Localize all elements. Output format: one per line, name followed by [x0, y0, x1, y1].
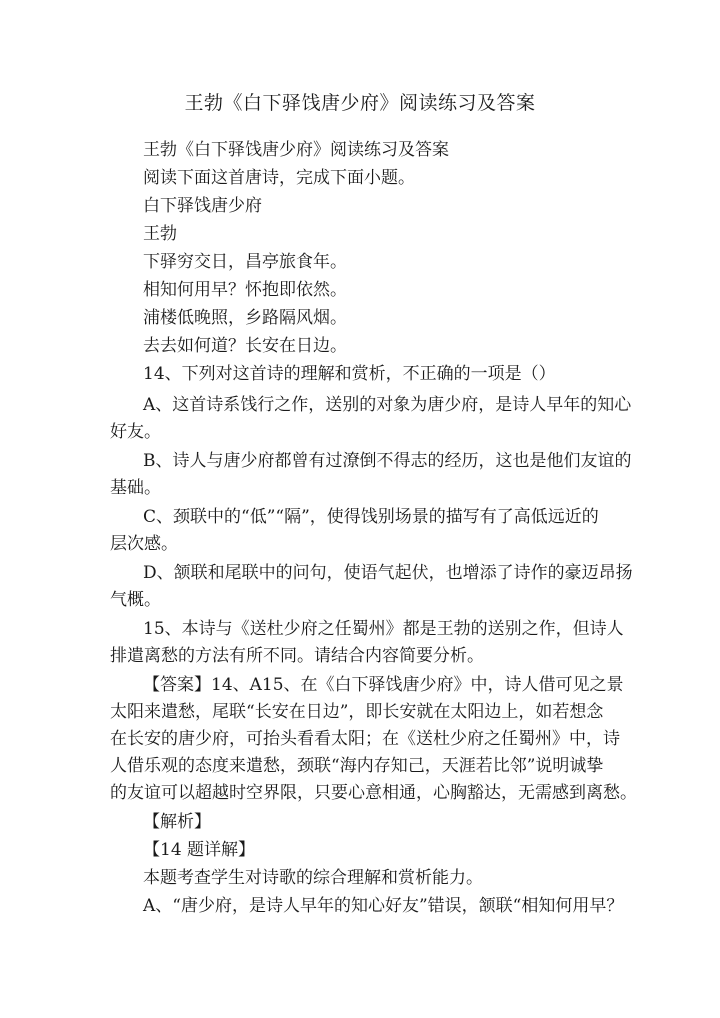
analysis-heading: 【解析】 [143, 812, 211, 832]
question-text: 15、本诗与《送杜少府之任蜀州》都是王勃的送别之作，但诗人 [143, 619, 624, 639]
text-line: 王勃《白下驿饯唐少府》阅读练习及答案 [143, 140, 449, 160]
analysis-text: A、“唐少府，是诗人早年的知心好友”错误，颔联“相知何用早？ [143, 896, 624, 916]
answer-block [110, 672, 637, 807]
question-text-cont: 排遣离愁的方法有所不同。请结合内容简要分析。 [110, 646, 484, 666]
poem-line: 相知何用早？怀抱即依然。 [143, 280, 347, 300]
option-b [110, 448, 632, 502]
question-14: 14、下列对这首诗的理解和赏析，不正确的一项是（） [143, 364, 556, 384]
question-14-detail-heading: 【14 题详解】 [143, 840, 256, 860]
option-text: B、诗人与唐少府都曾有过潦倒不得志的经历，这也是他们友谊的 [143, 451, 632, 471]
answer-text-cont: 的友谊可以超越时空界限，只要心意相通，心胸豁达，无需感到离愁。 [110, 783, 637, 803]
poem-line: 去去如何道？长安在日边。 [143, 336, 347, 356]
option-text-cont: 层次感。 [110, 534, 178, 554]
option-c [110, 504, 615, 558]
question-15 [110, 616, 624, 670]
answer-text: 【答案】14、A15、在《白下驿饯唐少府》中，诗人借可见之景 [143, 675, 624, 695]
text-line: 阅读下面这首唐诗，完成下面小题。 [143, 168, 415, 188]
answer-text-cont: 人借乐观的态度来遣愁，颈联“海内存知己，天涯若比邻”说明诚挚 [110, 756, 604, 776]
option-text: A、这首诗系饯行之作，送别的对象为唐少府，是诗人早年的知心 [143, 395, 632, 415]
option-text: D、颔联和尾联中的问句，使语气起伏，也增添了诗作的豪迈昂扬 [143, 563, 633, 583]
document-title: 王勃《白下驿饯唐少府》阅读练习及答案 [184, 92, 536, 114]
option-text: C、颈联中的“低”“隔”，使得饯别场景的描写有了高低远近的 [143, 507, 599, 527]
option-d [110, 560, 633, 614]
analysis-text: 本题考查学生对诗歌的综合理解和赏析能力。 [143, 868, 483, 888]
option-text-cont: 气概。 [110, 590, 161, 610]
poem-title: 白下驿饯唐少府 [143, 196, 262, 216]
option-text-cont: 基础。 [110, 478, 161, 498]
option-a [110, 392, 632, 446]
poem-line: 下驿穷交日，昌亭旅食年。 [143, 252, 347, 272]
poem-author: 王勃 [143, 224, 177, 244]
poem-line: 浦楼低晚照，乡路隔风烟。 [143, 308, 347, 328]
answer-text-cont: 在长安的唐少府，可抬头看看太阳；在《送杜少府之任蜀州》中，诗 [110, 729, 620, 749]
answer-text-cont: 太阳来遣愁，尾联“长安在日边”，即长安就在太阳边上，如若想念 [110, 702, 604, 722]
option-text-cont: 好友。 [110, 422, 161, 442]
